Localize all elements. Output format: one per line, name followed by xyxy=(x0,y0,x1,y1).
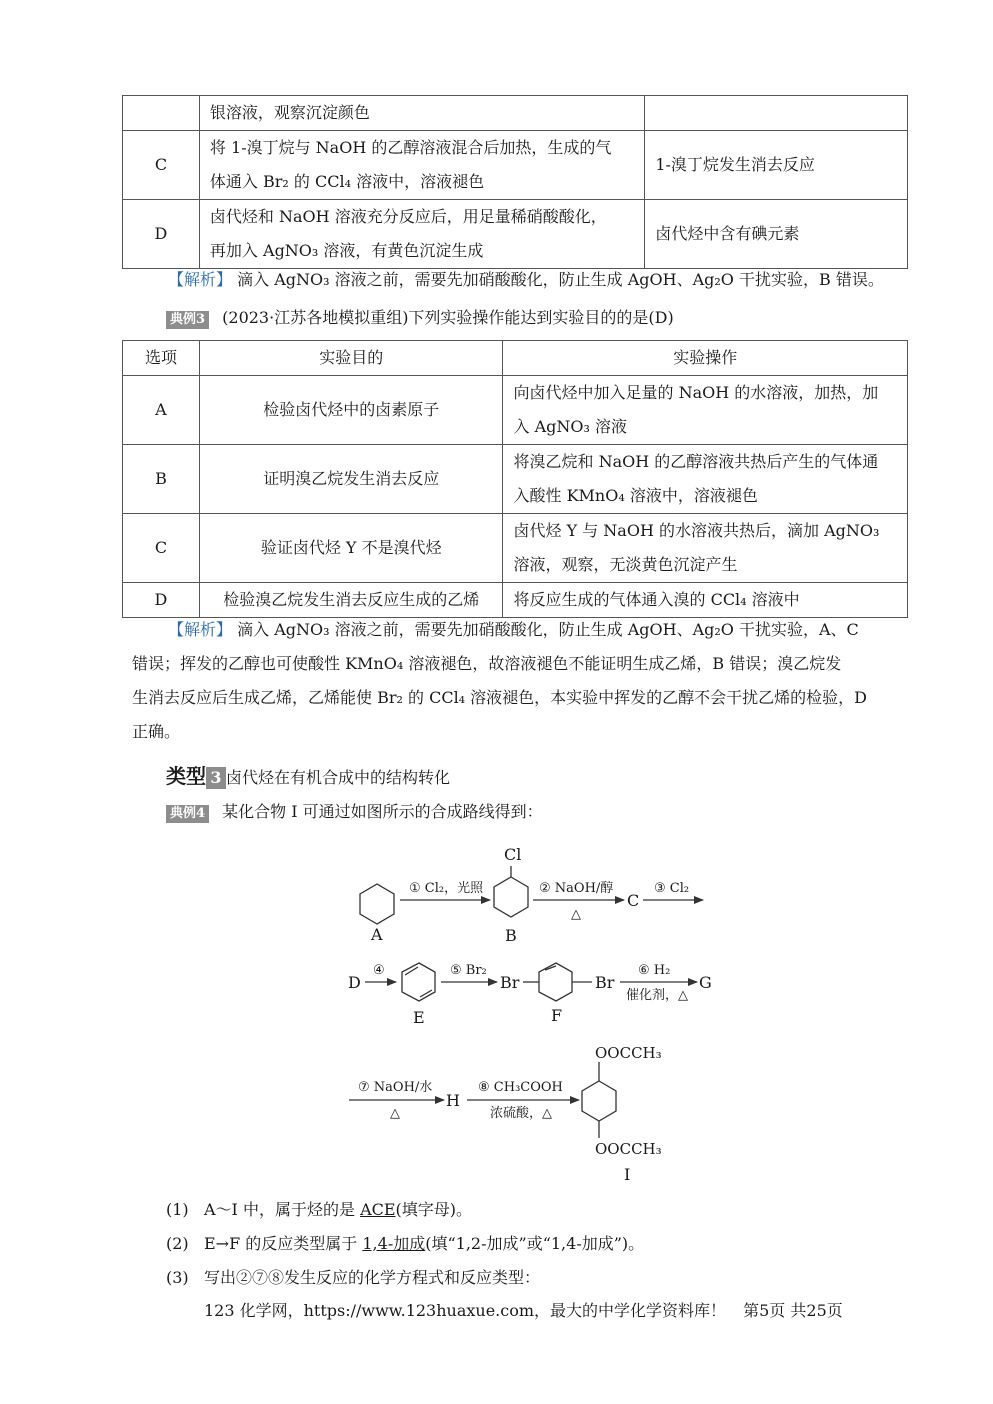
reagent-step-1: ① Cl₂，光照 xyxy=(409,881,484,896)
operation-line: 卤代烃和 NaOH 溶液充分反应后，用足量稀硝酸酸化， xyxy=(209,207,607,226)
condition-step-2: △ xyxy=(571,907,581,922)
label-f: F xyxy=(551,1006,563,1025)
example-text: 某化合物 I 可通过如图所示的合成路线得到： xyxy=(222,802,543,821)
type-label: 类型 xyxy=(166,764,206,788)
conclusion-cell: 1-溴丁烷发生消去反应 xyxy=(645,131,908,200)
goal-cell: 检验溴乙烷发生消去反应生成的乙烯 xyxy=(199,583,503,618)
label-a: A xyxy=(371,925,383,944)
label-oocch3-top: OOCCH₃ xyxy=(595,1044,662,1062)
page-footer xyxy=(204,1294,843,1328)
question-2 xyxy=(166,1227,644,1261)
header-cell: 实验操作 xyxy=(503,341,908,376)
question-text: (填“1,2-加成”或“1,4-加成”)。 xyxy=(425,1234,645,1253)
header-cell: 实验目的 xyxy=(199,341,503,376)
question-number: (3) xyxy=(166,1268,189,1287)
example-badge: 典例4 xyxy=(166,805,209,823)
operation-line: 溶液，观察，无淡黄色沉淀产生 xyxy=(513,555,738,574)
label-e: E xyxy=(413,1008,425,1027)
reagent-step-6: ⑥ H₂ xyxy=(638,963,671,978)
reagent-step-8: ⑧ CH₃COOH xyxy=(478,1080,563,1095)
cyclohexadiene-e-ring xyxy=(402,963,435,1001)
operation-cell: 银溶液，观察沉淀颜色 xyxy=(199,96,644,131)
question-1 xyxy=(166,1193,472,1227)
operation-line: 卤代烃 Y 与 NaOH 的水溶液共热后，滴加 AgNO₃ xyxy=(513,521,880,540)
operation-cell: 将反应生成的气体通入溴的 CCl₄ 溶液中 xyxy=(503,583,908,618)
analysis-text: 滴入 AgNO₃ 溶液之前，需要先加硝酸酸化，防止生成 AgOH、Ag₂O 干扰实验，B 错误。 xyxy=(237,270,884,289)
condition-step-8: 浓硫酸，△ xyxy=(490,1106,552,1121)
answer-blank: 1,4-加成 xyxy=(362,1234,426,1253)
question-number: (2) xyxy=(166,1234,189,1253)
label-cl: Cl xyxy=(504,845,522,864)
question-text: (填字母)。 xyxy=(395,1200,473,1219)
analysis-text: 滴入 AgNO₃ 溶液之前，需要先加硝酸酸化，防止生成 AgOH、Ag₂O 干扰实验，A、C xyxy=(237,620,859,639)
reagent-step-7: ⑦ NaOH/水 xyxy=(358,1080,433,1095)
header-cell: 选项 xyxy=(123,341,200,376)
double-bond-e-2 xyxy=(420,990,432,997)
operation-line: 入酸性 KMnO₄ 溶液中，溶液褪色 xyxy=(513,486,758,505)
analysis-line: 生消去反应后生成乙烯，乙烯能使 Br₂ 的 CCl₄ 溶液褪色，本实验中挥发的乙醇不会干扰乙烯的检验，D xyxy=(132,688,868,707)
cyclohexane-a-ring xyxy=(360,884,394,924)
conclusion-cell: 卤代烃中含有碘元素 xyxy=(645,200,908,269)
label-br-right: Br xyxy=(595,973,615,992)
option-cell: D xyxy=(123,200,200,269)
type-number: 3 xyxy=(206,767,226,789)
analysis-line: 错误；挥发的乙醇也可使酸性 KMnO₄ 溶液褪色，故溶液褪色不能证明生成乙烯，B 错误；溴乙烷发 xyxy=(132,654,842,673)
operation-line: 将溴乙烷和 NaOH 的乙醇溶液共热后产生的气体通 xyxy=(513,452,879,471)
chlorocyclohexane-b-ring xyxy=(494,877,528,917)
condition-step-6: 催化剂，△ xyxy=(626,988,688,1003)
type-title: 卤代烃在有机合成中的结构转化 xyxy=(226,768,451,787)
double-bond-e-1 xyxy=(405,967,418,975)
diacetate-i-ring xyxy=(582,1081,616,1121)
goal-cell: 验证卤代烃 Y 不是溴代烃 xyxy=(199,514,503,583)
operation-line: 将 1-溴丁烷与 NaOH 的乙醇溶液混合后加热，生成的气 xyxy=(209,138,612,157)
operation-line: 向卤代烃中加入足量的 NaOH 的水溶液，加热，加 xyxy=(513,383,879,402)
question-text: A～I 中，属于烃的是 xyxy=(204,1200,361,1219)
answer-blank: ACE xyxy=(360,1200,396,1219)
analysis-line: 正确。 xyxy=(132,722,181,741)
option-cell: D xyxy=(123,583,200,618)
example-badge: 典例3 xyxy=(166,311,209,329)
footer-site: 123 化学网，https://www.123huaxue.com，最大的中学化学资料库！ xyxy=(204,1301,727,1320)
reagent-step-3: ③ Cl₂ xyxy=(654,881,690,896)
label-br-left: Br xyxy=(500,973,520,992)
operation-line: 入 AgNO₃ 溶液 xyxy=(513,417,627,436)
option-cell: C xyxy=(123,131,200,200)
option-cell: A xyxy=(123,376,200,445)
label-h: H xyxy=(446,1091,460,1110)
label-d: D xyxy=(348,973,361,992)
operation-line: 体通入 Br₂ 的 CCl₄ 溶液中，溶液褪色 xyxy=(209,172,485,191)
analysis-tag: 【解析】 xyxy=(168,620,233,639)
question-3 xyxy=(166,1261,540,1295)
goal-cell: 检验卤代烃中的卤素原子 xyxy=(199,376,503,445)
analysis-tag: 【解析】 xyxy=(168,270,233,289)
label-i: I xyxy=(624,1165,631,1184)
goal-cell: 证明溴乙烷发生消去反应 xyxy=(199,445,503,514)
question-text: 写出②⑦⑧发生反应的化学方程式和反应类型： xyxy=(204,1268,541,1287)
operation-line: 再加入 AgNO₃ 溶液，有黄色沉淀生成 xyxy=(209,241,484,260)
label-oocch3-bottom: OOCCH₃ xyxy=(595,1140,662,1158)
option-cell: B xyxy=(123,445,200,514)
reagent-step-2: ② NaOH/醇 xyxy=(539,881,614,896)
reagent-step-4: ④ xyxy=(373,963,385,978)
reagent-step-5: ⑤ Br₂ xyxy=(450,963,487,978)
option-cell: C xyxy=(123,514,200,583)
condition-step-7: △ xyxy=(390,1106,400,1121)
label-b: B xyxy=(505,926,517,945)
footer-page: 第5页 共25页 xyxy=(743,1301,843,1320)
question-number: (1) xyxy=(166,1200,189,1219)
label-c: C xyxy=(627,891,640,910)
label-g: G xyxy=(699,973,712,992)
dibromocyclohexene-f-ring xyxy=(539,963,572,1001)
question-text: E→F 的反应类型属于 xyxy=(204,1234,363,1253)
example-text: (2023·江苏各地模拟重组)下列实验操作能达到实验目的的是(D) xyxy=(222,308,674,327)
